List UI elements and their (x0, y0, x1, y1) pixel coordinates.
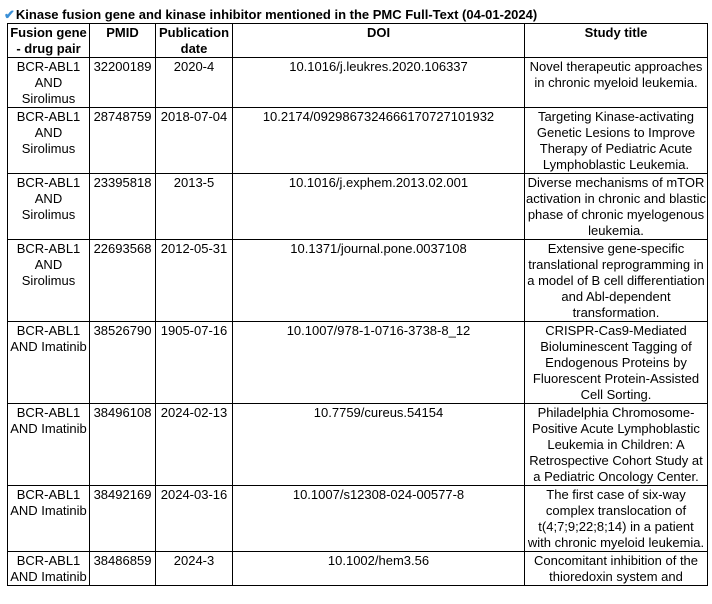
study-title-cell: Novel therapeutic approaches in chronic myeloid leukemia. (525, 58, 708, 108)
doi-cell: 10.1002/hem3.56 (233, 552, 525, 586)
fusion-pair-cell: BCR-ABL1 AND Sirolimus (8, 240, 90, 322)
doi-cell: 10.1007/s12308-024-00577-8 (233, 486, 525, 552)
publication-date-cell: 2024-03-16 (156, 486, 233, 552)
pmid-cell: 22693568 (90, 240, 156, 322)
study-title-cell: CRISPR-Cas9-Mediated Bioluminescent Tagging of Endogenous Proteins by Fluorescent Protein-Assisted Cell Sorting. (525, 322, 708, 404)
pmid-cell: 23395818 (90, 174, 156, 240)
kinase-fusion-table (7, 23, 708, 586)
column-header-study-title: Study title (525, 24, 708, 58)
table-row (8, 240, 708, 322)
publication-date-cell: 1905-07-16 (156, 322, 233, 404)
pmid-cell: 32200189 (90, 58, 156, 108)
column-header-doi: DOI (233, 24, 525, 58)
pmid-cell: 38526790 (90, 322, 156, 404)
table-row (8, 486, 708, 552)
doi-cell: 10.1016/j.leukres.2020.106337 (233, 58, 525, 108)
study-title-cell: Diverse mechanisms of mTOR activation in chronic and blastic phase of chronic myelogenous leukemia. (526, 175, 706, 238)
table-row (8, 322, 708, 404)
pmid-cell: 28748759 (90, 108, 156, 174)
table-row (8, 404, 708, 486)
fusion-pair-cell: BCR-ABL1 AND Sirolimus (8, 108, 90, 174)
table-row (8, 58, 708, 108)
study-title-cell: Targeting Kinase-activating Genetic Lesions to Improve Therapy of Pediatric Acute Lymphoblastic Leukemia. (525, 108, 708, 174)
publication-date-cell: 2024-3 (156, 552, 233, 586)
table-row (8, 108, 708, 174)
table-row (8, 552, 708, 586)
study-title-cell: The first case of six-way complex translocation of t(4;7;9;22;8;14) in a patient with chronic myeloid leukemia. (525, 486, 708, 552)
section-title: Kinase fusion gene and kinase inhibitor mentioned in the PMC Full-Text (04-01-2024) (15, 7, 538, 22)
pmid-cell: 38496108 (90, 404, 156, 486)
study-title-cell: Philadelphia Chromosome-Positive Acute Lymphoblastic Leukemia in Children: A Retrospective Cohort Study at a Pediatric Oncology Center. (525, 404, 708, 486)
study-title-cell: Extensive gene-specific translational reprogramming in a model of B cell differentiation and Abl-dependent transformation. (525, 240, 708, 322)
publication-date-cell: 2012-05-31 (156, 240, 233, 322)
column-header-publication-date: Publication date (156, 24, 233, 58)
column-header-pmid: PMID (90, 24, 156, 58)
doi-cell: 10.1371/journal.pone.0037108 (233, 240, 525, 322)
fusion-pair-cell: BCR-ABL1 AND Imatinib (8, 322, 90, 404)
study-title-cell: Concomitant inhibition of the thioredoxin system and (525, 552, 708, 586)
publication-date-cell: 2020-4 (156, 58, 233, 108)
section-heading (4, 7, 537, 23)
doi-cell: 10.2174/0929867324666170727101932 (233, 108, 525, 174)
checkmark-icon: ✔ (4, 7, 15, 22)
pmid-cell: 38492169 (90, 486, 156, 552)
doi-cell: 10.1016/j.exphem.2013.02.001 (233, 174, 525, 240)
publication-date-cell: 2024-02-13 (156, 404, 233, 486)
column-header-fusion-pair: Fusion gene - drug pair (8, 24, 90, 58)
fusion-pair-cell: BCR-ABL1 AND Imatinib (8, 404, 90, 486)
fusion-pair-cell: BCR-ABL1 AND Sirolimus (8, 58, 90, 108)
pmid-cell: 38486859 (90, 552, 156, 586)
fusion-pair-cell: BCR-ABL1 AND Imatinib (8, 486, 90, 552)
table-row (8, 174, 708, 240)
doi-cell: 10.7759/cureus.54154 (233, 404, 525, 486)
publication-date-cell: 2013-5 (156, 174, 233, 240)
fusion-pair-cell: BCR-ABL1 AND Imatinib (8, 552, 90, 586)
doi-cell: 10.1007/978-1-0716-3738-8_12 (233, 322, 525, 404)
fusion-pair-cell: BCR-ABL1 AND Sirolimus (8, 174, 90, 240)
publication-date-cell: 2018-07-04 (156, 108, 233, 174)
table-header-row (8, 24, 708, 58)
